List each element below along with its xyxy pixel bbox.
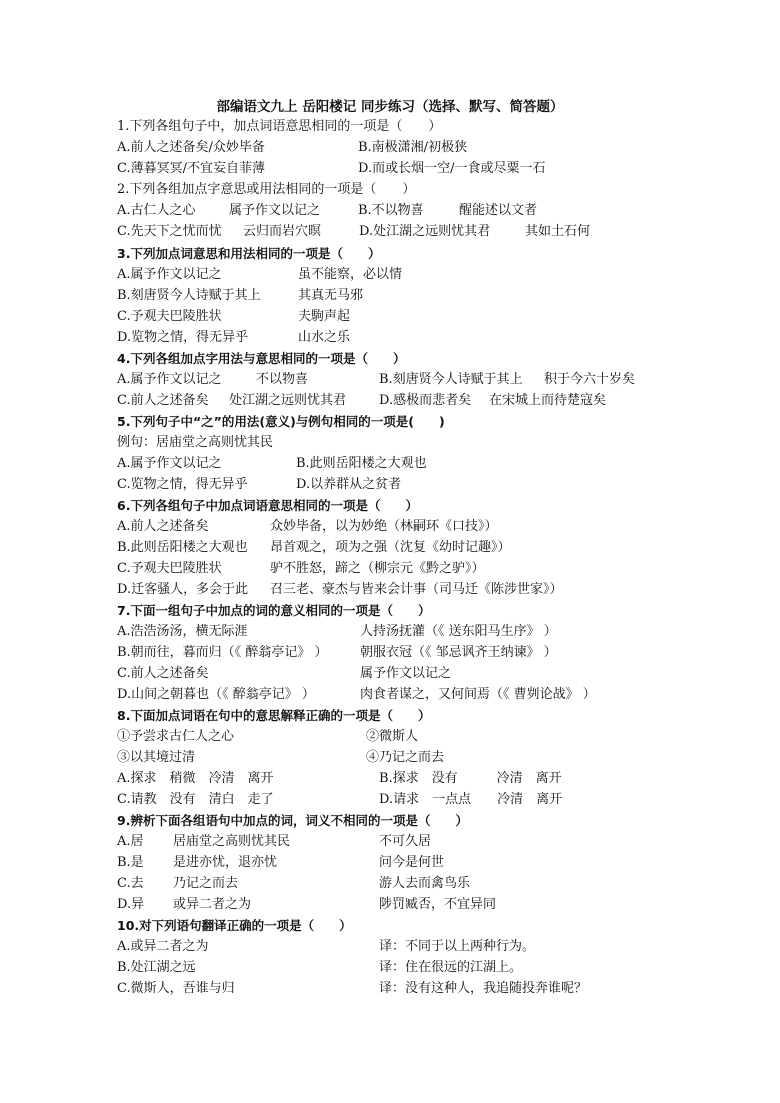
page-title: 部编语文九上 岳阳楼记 同步练习（选择、默写、简答题） xyxy=(216,99,564,115)
option-d-pair: 召三老、豪杰与皆来会计事（司马迁《陈涉世家》） xyxy=(270,582,563,597)
question-8-options-row xyxy=(117,789,717,811)
option-a: A.居 xyxy=(117,834,144,849)
option-d: D.而或长烟一空/一食或尽粟一石 xyxy=(358,161,546,176)
option-b-pair: 其真无马邪 xyxy=(298,288,364,303)
option-b: B.南极潇湘/初极狭 xyxy=(358,140,468,155)
option-d-pair: 山水之乐 xyxy=(298,330,351,345)
question-5-options-row xyxy=(117,453,717,475)
question-6-option-row xyxy=(117,579,717,601)
option-c: C.予观夫巴陵胜状 xyxy=(117,561,222,576)
option-a: A.浩浩汤汤，横无际涯 xyxy=(117,624,248,639)
option-b: B.此则岳阳楼之大观也 xyxy=(296,456,427,471)
option-b: B.是 xyxy=(117,855,144,870)
option-a: A.前人之述备矣/众妙毕备 xyxy=(117,140,265,155)
option-b: B.探求 没有 冷清 离开 xyxy=(379,771,562,786)
option-c: C.先天下之忧而忧 xyxy=(117,224,222,239)
option-a: A.属予作文以记之 xyxy=(117,267,222,282)
question-10-option-row xyxy=(117,957,717,979)
question-9-stem: 9.辨析下面各组语句中加点的词，词义不相同的一项是（ ） xyxy=(117,813,468,828)
sentence-1: ①予尝求古仁人之心 xyxy=(117,729,235,744)
question-8-stem: 8.下面加点词语在句中的意思解释正确的一项是（ ） xyxy=(117,708,431,723)
sentence-3: ③以其境过清 xyxy=(117,750,196,765)
option-c: C.前人之述备矣 xyxy=(117,666,209,681)
sentence-4: ④乃记之而去 xyxy=(366,750,445,765)
option-d: D.请求 一点点 冷清 离开 xyxy=(379,792,563,807)
option-d: D.览物之情，得无异乎 xyxy=(117,330,249,345)
option-d-pair: 在宋城上而待楚寇矣 xyxy=(489,393,607,408)
option-d: D.以养群从之贫者 xyxy=(296,477,402,492)
question-5-stem: 5.下列句子中“之”的用法(意义)与例句相同的一项是( ) xyxy=(117,414,445,429)
option-a: A.属予作文以记之 xyxy=(117,456,222,471)
option-b: B.朝而往，暮而归（《 醉翁亭记》 ） xyxy=(117,645,328,660)
option-a-pair: 众妙毕备，以为妙绝（林嗣环《口技》） xyxy=(270,519,498,534)
option-c: C.前人之述备矣 xyxy=(117,393,209,408)
question-9-option-row xyxy=(117,831,717,853)
question-1-options-row xyxy=(117,158,717,180)
option-b: B.处江湖之远 xyxy=(117,960,196,975)
question-9-option-row xyxy=(117,852,717,874)
option-c-pair: 游人去而禽鸟乐 xyxy=(379,876,471,891)
option-b-sentence: 是进亦忧，退亦忧 xyxy=(173,855,278,870)
question-3-stem: 3.下列加点词意思和用法相同的一项是（ ） xyxy=(117,246,381,261)
question-7-option-row xyxy=(117,642,717,664)
option-d: D.异 xyxy=(117,897,145,912)
option-c-pair: 夫駒声起 xyxy=(298,309,351,324)
question-4-options-row xyxy=(117,369,717,391)
option-b-translation: 译：住在很远的江湖上。 xyxy=(379,960,523,975)
option-a-pair: 不以物喜 xyxy=(256,372,309,387)
option-a: A.古仁人之心 xyxy=(117,203,196,218)
option-d: D.处江湖之远则忧其君 xyxy=(359,224,491,239)
question-9-option-row xyxy=(117,894,717,916)
option-b-pair: 积于今六十岁矣 xyxy=(544,372,636,387)
question-9-option-row xyxy=(117,873,717,895)
question-6-option-row xyxy=(117,558,717,580)
option-a-translation: 译：不同于以上两种行为。 xyxy=(379,939,536,954)
question-3-option-row xyxy=(117,285,717,307)
option-c: C.微斯人，吾谁与归 xyxy=(117,981,235,996)
option-c-sentence: 乃记之而去 xyxy=(173,876,239,891)
option-c-translation: 译：没有这种人，我追随投奔谁呢？ xyxy=(379,981,588,996)
question-1-stem: 1.下列各组句子中，加点词语意思相同的一项是（ ） xyxy=(117,119,442,134)
question-4-options-row xyxy=(117,390,717,412)
option-c-pair: 处江湖之远则忧其君 xyxy=(229,393,347,408)
option-c: C.去 xyxy=(117,876,144,891)
option-a: A.或异二者之为 xyxy=(117,939,209,954)
option-b: B.此则岳阳楼之大观也 xyxy=(117,540,248,555)
option-d: D.迁客骚人，多会于此 xyxy=(117,582,249,597)
option-a: A.探求 稍微 冷清 离开 xyxy=(117,771,274,786)
question-8-sentence-row xyxy=(117,726,717,748)
question-3-option-row xyxy=(117,264,717,286)
option-b: B.刻唐贤今人诗赋于其上 xyxy=(379,372,523,387)
option-a-sentence: 居庙堂之高则忧其民 xyxy=(173,834,291,849)
option-c: C.览物之情，得无异乎 xyxy=(117,477,248,492)
sentence-2: ②微斯人 xyxy=(366,729,419,744)
option-c-pair: 云归而岩穴暝 xyxy=(243,224,322,239)
option-b-pair: 问今是何世 xyxy=(379,855,445,870)
question-10-option-row xyxy=(117,936,717,958)
question-10-option-row xyxy=(117,978,717,1000)
question-7-option-row xyxy=(117,663,717,685)
option-a-pair: 属予作文以记之 xyxy=(229,203,321,218)
question-6-option-row xyxy=(117,516,717,538)
option-d-pair: 肉食者谋之，又何间焉（《 曹刿论战》 ） xyxy=(360,687,596,702)
option-c-pair: 驴不胜怒，蹄之（柳宗元《黔之驴》） xyxy=(270,561,485,576)
question-2-options-row xyxy=(117,200,717,222)
option-b-pair: 醒能述以文者 xyxy=(459,203,538,218)
question-8-sentence-row xyxy=(117,747,717,769)
option-a: A.前人之述备矣 xyxy=(117,519,209,534)
option-c: C.予观夫巴陵胜状 xyxy=(117,309,222,324)
question-3-option-row xyxy=(117,306,717,328)
question-6-option-row xyxy=(117,537,717,559)
option-b-pair: 朝服衣冠（《 邹忌讽齐王纳谏》 ） xyxy=(360,645,557,660)
question-1-options-row xyxy=(117,137,717,159)
question-5-example: 例句：居庙堂之高则忧其民 xyxy=(117,435,274,450)
question-2-stem: 2.下列各组加点字意思或用法相同的一项是（ ） xyxy=(117,182,416,197)
option-d: D.感极而悲者矣 xyxy=(379,393,472,408)
option-a-pair: 不可久居 xyxy=(379,834,432,849)
option-c: C.请教 没有 清白 走了 xyxy=(117,792,274,807)
option-c: C.薄暮冥冥/不宜妄自菲薄 xyxy=(117,161,265,176)
option-b: B.刻唐贤今人诗赋于其上 xyxy=(117,288,261,303)
option-d-pair: 其如土石何 xyxy=(525,224,591,239)
option-b-pair: 昂首观之，项为之强（沈复《幼时记趣》） xyxy=(270,540,511,555)
option-a: A.属予作文以记之 xyxy=(117,372,222,387)
option-d-sentence: 或异二者之为 xyxy=(173,897,252,912)
option-b: B.不以物喜 xyxy=(358,203,424,218)
question-2-options-row xyxy=(117,221,717,243)
option-a-pair: 人持汤抚灌（《 送东阳马生序》 ） xyxy=(360,624,557,639)
option-a-pair: 虽不能察，必以情 xyxy=(298,267,403,282)
option-c-pair: 属予作文以记之 xyxy=(360,666,452,681)
option-d: D.山间之朝暮也（《 醉翁亭记》 ） xyxy=(117,687,315,702)
question-7-option-row xyxy=(117,621,717,643)
question-10-stem: 10.对下列语句翻译正确的一项是（ ） xyxy=(117,918,352,933)
question-7-option-row xyxy=(117,684,717,706)
question-3-option-row xyxy=(117,327,717,349)
question-7-stem: 7.下面一组句子中加点的词的意义相同的一项是（ ） xyxy=(117,603,431,618)
question-6-stem: 6.下列各组句子中加点词语意思相同的一项是（ ） xyxy=(117,498,418,513)
option-d-pair: 陟罚臧否，不宜异同 xyxy=(379,897,497,912)
question-5-options-row xyxy=(117,474,717,496)
question-8-options-row xyxy=(117,768,717,790)
question-4-stem: 4.下列各组加点字用法与意思相同的一项是（ ） xyxy=(117,351,406,366)
